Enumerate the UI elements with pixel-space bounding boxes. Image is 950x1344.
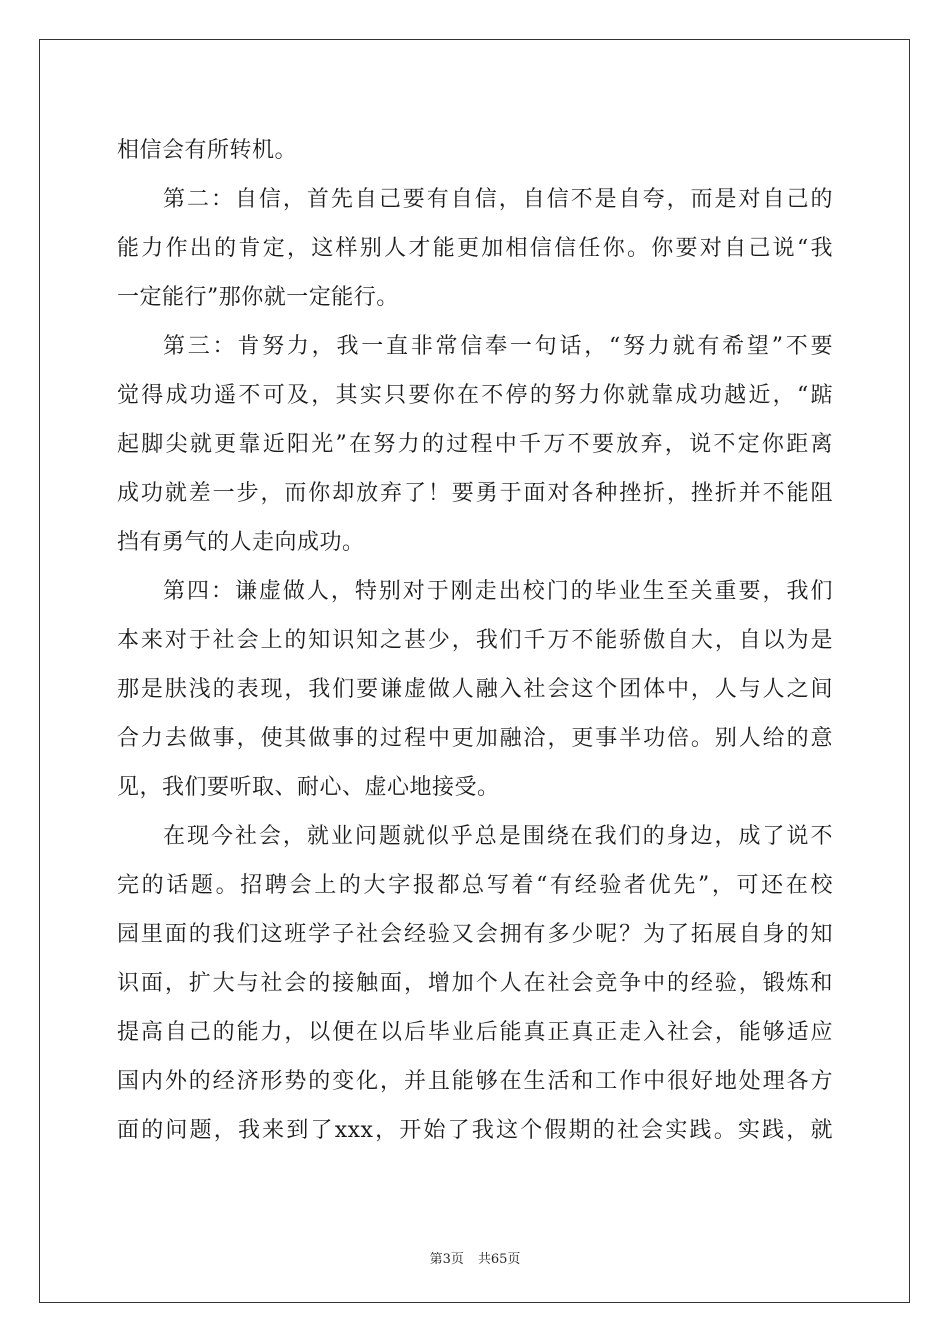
- text-line: 园里面的我们这班学子社会经验又会拥有多少呢？为了拓展自身的知: [117, 922, 833, 947]
- text-line: 挡有勇气的人走向成功。: [117, 530, 365, 555]
- text-line: 识面，扩大与社会的接触面，增加个人在社会竞争中的经验，锻炼和: [117, 971, 833, 996]
- page-number: 第3页: [429, 1252, 464, 1267]
- text-line: 在现今社会，就业问题就似乎总是围绕在我们的身边，成了说不: [163, 824, 833, 849]
- text-line: 那是肤浅的表现，我们要谦虚做人融入社会这个团体中，人与人之间: [117, 677, 833, 702]
- text-line: 面的问题，我来到了xxx，开始了我这个假期的社会实践。实践，就: [117, 1118, 833, 1143]
- text-line: 第二：自信，首先自己要有自信，自信不是自夸，而是对自己的: [163, 187, 833, 212]
- text-line: 完的话题。招聘会上的大字报都总写着“有经验者优先”，可还在校: [117, 873, 833, 898]
- text-line: 合力去做事，使其做事的过程中更加融洽，更事半功倍。别人给的意: [117, 726, 833, 751]
- text-line: 见，我们要听取、耐心、虚心地接受。: [117, 775, 500, 800]
- text-line: 提高自己的能力，以便在以后毕业后能真正真正走入社会，能够适应: [117, 1020, 833, 1045]
- text-line: 能力作出的肯定，这样别人才能更加相信信任你。你要对自己说“我: [117, 236, 833, 261]
- text-line: 本来对于社会上的知识知之甚少，我们千万不能骄傲自大，自以为是: [117, 628, 833, 653]
- document-body: [117, 126, 833, 1155]
- text-line: 国内外的经济形势的变化，并且能够在生活和工作中很好地处理各方: [117, 1069, 833, 1094]
- page-footer: [0, 1248, 950, 1267]
- text-line: 觉得成功遥不可及，其实只要你在不停的努力你就靠成功越近，“踮: [117, 383, 833, 408]
- text-line: 相信会有所转机。: [117, 138, 298, 163]
- page-total: 共65页: [477, 1252, 521, 1267]
- text-line: 第三：肯努力，我一直非常信奉一句话，“努力就有希望”不要: [163, 334, 833, 359]
- text-line: 一定能行”那你就一定能行。: [117, 285, 399, 310]
- text-line: 起脚尖就更靠近阳光”在努力的过程中千万不要放弃，说不定你距离: [117, 432, 833, 457]
- text-line: 第四：谦虚做人，特别对于刚走出校门的毕业生至关重要，我们: [163, 579, 833, 604]
- text-line: 成功就差一步，而你却放弃了！要勇于面对各种挫折，挫折并不能阻: [117, 481, 833, 506]
